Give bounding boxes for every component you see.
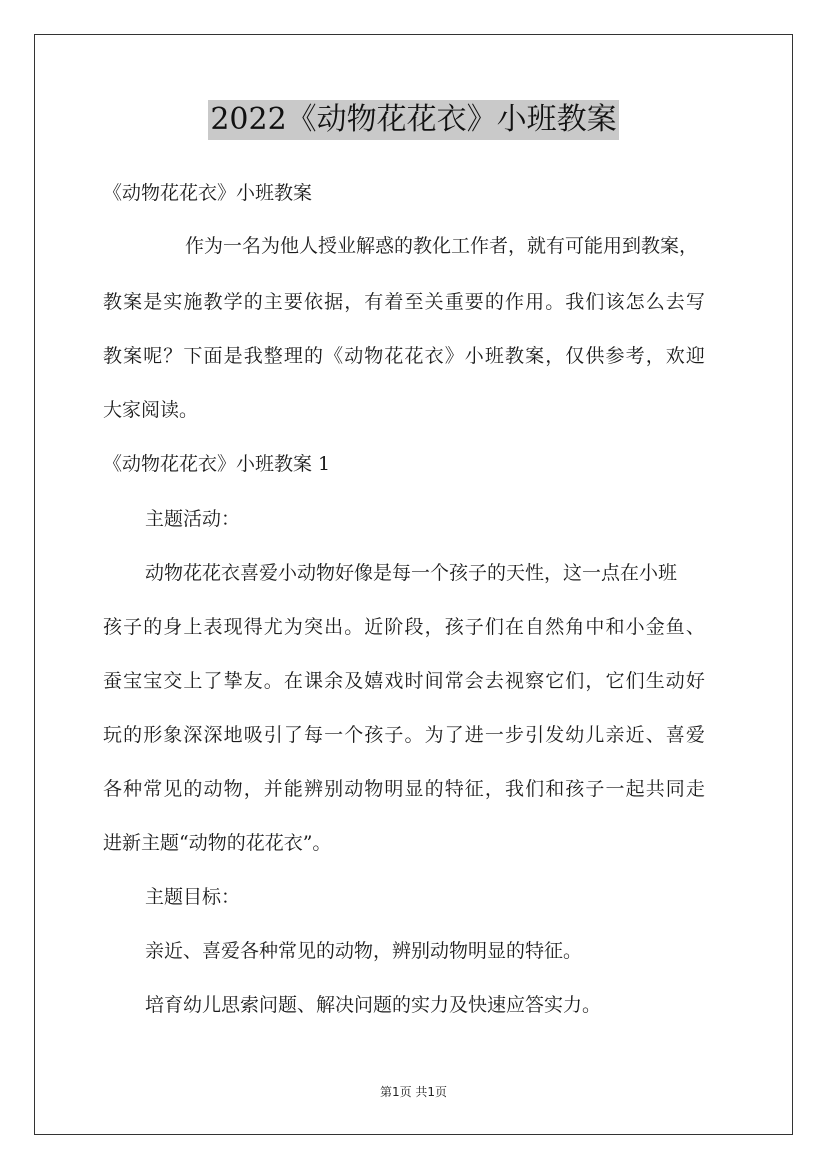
paragraph-line: 动物花花衣喜爱小动物好像是每一个孩子的天性，这一点在小班 [145, 562, 678, 584]
section-heading: 《动物花花衣》小班教案 1 [103, 453, 331, 475]
paragraph-line: 亲近、喜爱各种常见的动物，辨别动物明显的特征。 [145, 940, 583, 962]
paragraph-line: 蚕宝宝交上了挚友。在课余及嬉戏时间常会去视察它们，它们生动好 [103, 670, 707, 692]
paragraph-line: 各种常见的动物，并能辨别动物明显的特征，我们和孩子一起共同走 [103, 778, 707, 800]
paragraph-line: 玩的形象深深地吸引了每一个孩子。为了进一步引发幼儿亲近、喜爱 [103, 724, 707, 746]
paragraph-line: 教案是实施教学的主要依据，有着至关重要的作用。我们该怎么去写 [103, 291, 707, 313]
document-title: 2022《动物花花衣》小班教案 [208, 100, 618, 140]
paragraph-line: 大家阅读。 [103, 399, 199, 421]
subtitle: 《动物花花衣》小班教案 [103, 182, 313, 204]
title-container [0, 100, 827, 140]
paragraph-line: 作为一名为他人授业解惑的教化工作者，就有可能用到教案， [185, 235, 699, 257]
section-label: 主题目标： [145, 886, 241, 908]
paragraph-line: 教案呢？下面是我整理的《动物花花衣》小班教案，仅供参考，欢迎 [103, 345, 707, 367]
paragraph-line: 培育幼儿思索问题、解决问题的实力及快速应答实力。 [145, 994, 602, 1016]
page-number-footer: 第1页 共1页 [379, 1085, 448, 1099]
section-label: 主题活动： [145, 508, 241, 530]
paragraph-line: 孩子的身上表现得尤为突出。近阶段，孩子们在自然角中和小金鱼、 [103, 616, 707, 638]
paragraph-line: 进新主题“动物的花花衣”。 [103, 832, 332, 854]
